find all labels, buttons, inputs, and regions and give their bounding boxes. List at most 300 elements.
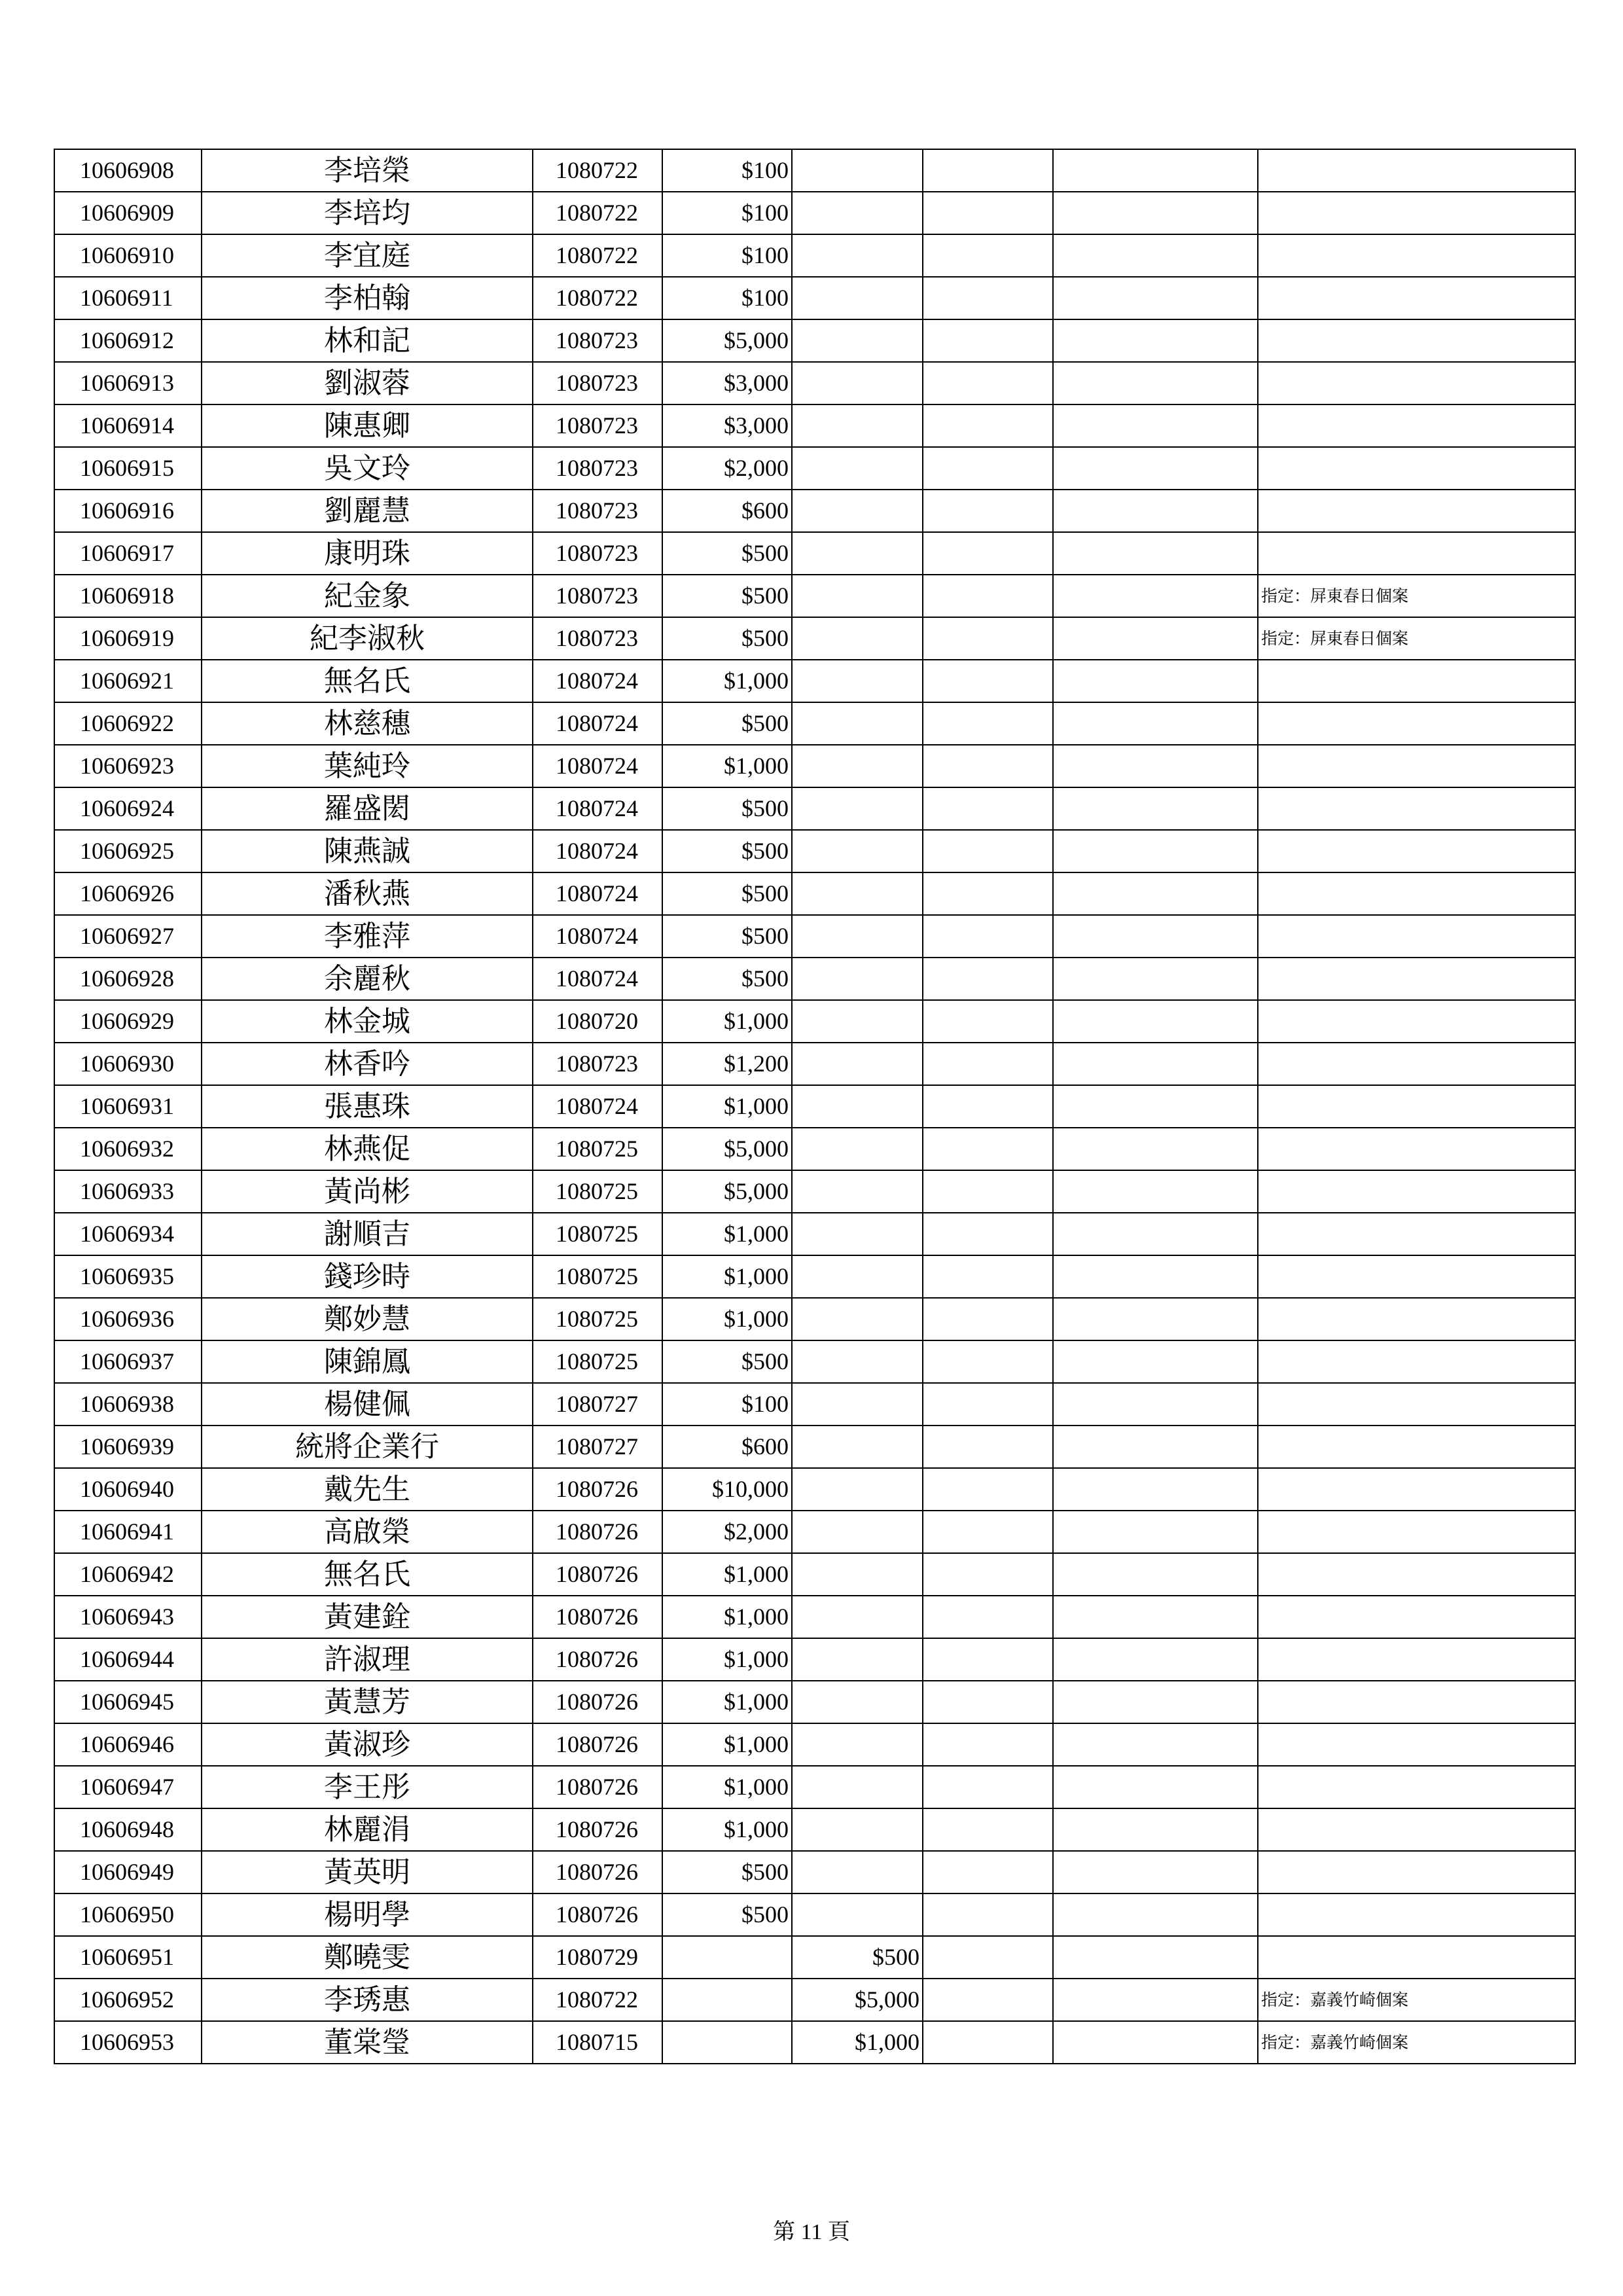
note-cell	[1258, 1170, 1575, 1213]
amount-cell	[662, 1979, 792, 2021]
table-row	[54, 702, 1575, 745]
amount-alt-cell	[792, 490, 923, 532]
amount-cell	[662, 1936, 792, 1979]
blank-cell	[1053, 1213, 1258, 1255]
donor-id-cell: 10606949	[54, 1851, 202, 1893]
amount-alt-cell	[792, 660, 923, 702]
donor-name-cell: 高啟榮	[202, 1511, 533, 1553]
table-row	[54, 1128, 1575, 1170]
blank-cell	[923, 149, 1053, 192]
blank-cell	[1053, 915, 1258, 958]
donor-id-cell: 10606917	[54, 532, 202, 575]
amount-alt-cell	[792, 787, 923, 830]
note-cell	[1258, 1511, 1575, 1553]
donor-name-cell: 林香吟	[202, 1043, 533, 1085]
donor-name-cell: 李培榮	[202, 149, 533, 192]
donor-id-cell: 10606941	[54, 1511, 202, 1553]
donor-name-cell: 潘秋燕	[202, 872, 533, 915]
donation-date-cell: 1080723	[533, 362, 662, 404]
donation-date-cell: 1080724	[533, 787, 662, 830]
donor-id-cell: 10606932	[54, 1128, 202, 1170]
amount-cell: $3,000	[662, 362, 792, 404]
donation-date-cell: 1080725	[533, 1298, 662, 1340]
donor-name-cell: 紀金象	[202, 575, 533, 617]
blank-cell	[1053, 447, 1258, 490]
table-row	[54, 1255, 1575, 1298]
blank-cell	[1053, 490, 1258, 532]
blank-cell	[923, 1553, 1053, 1596]
donation-date-cell: 1080726	[533, 1468, 662, 1511]
blank-cell	[1053, 234, 1258, 277]
amount-cell: $500	[662, 1340, 792, 1383]
amount-cell: $5,000	[662, 1128, 792, 1170]
note-cell	[1258, 1936, 1575, 1979]
amount-cell: $500	[662, 1893, 792, 1936]
donation-date-cell: 1080724	[533, 1085, 662, 1128]
table-row	[54, 958, 1575, 1000]
note-cell	[1258, 319, 1575, 362]
note-cell	[1258, 1128, 1575, 1170]
donor-id-cell: 10606943	[54, 1596, 202, 1638]
blank-cell	[1053, 1255, 1258, 1298]
blank-cell	[1053, 702, 1258, 745]
blank-cell	[1053, 1085, 1258, 1128]
note-cell	[1258, 745, 1575, 787]
blank-cell	[923, 1851, 1053, 1893]
blank-cell	[1053, 192, 1258, 234]
note-cell	[1258, 958, 1575, 1000]
donation-date-cell: 1080723	[533, 575, 662, 617]
note-cell	[1258, 1468, 1575, 1511]
amount-cell: $1,000	[662, 1808, 792, 1851]
blank-cell	[923, 192, 1053, 234]
blank-cell	[923, 787, 1053, 830]
donor-id-cell: 10606944	[54, 1638, 202, 1681]
amount-alt-cell	[792, 915, 923, 958]
donor-name-cell: 黃建銓	[202, 1596, 533, 1638]
donation-date-cell: 1080724	[533, 830, 662, 872]
blank-cell	[923, 1893, 1053, 1936]
donation-date-cell: 1080724	[533, 702, 662, 745]
donation-date-cell: 1080726	[533, 1851, 662, 1893]
blank-cell	[923, 915, 1053, 958]
amount-cell: $600	[662, 490, 792, 532]
donor-id-cell: 10606947	[54, 1766, 202, 1808]
amount-cell: $2,000	[662, 447, 792, 490]
blank-cell	[1053, 1298, 1258, 1340]
note-cell	[1258, 915, 1575, 958]
table-row	[54, 490, 1575, 532]
amount-alt-cell	[792, 1383, 923, 1426]
donation-date-cell: 1080726	[533, 1766, 662, 1808]
amount-cell: $1,000	[662, 1000, 792, 1043]
note-cell	[1258, 490, 1575, 532]
table-row	[54, 1383, 1575, 1426]
blank-cell	[1053, 872, 1258, 915]
blank-cell	[1053, 617, 1258, 660]
amount-alt-cell	[792, 1553, 923, 1596]
note-cell	[1258, 277, 1575, 319]
blank-cell	[1053, 2021, 1258, 2064]
blank-cell	[1053, 1979, 1258, 2021]
donor-name-cell: 黃淑珍	[202, 1723, 533, 1766]
blank-cell	[923, 830, 1053, 872]
note-cell: 指定：屏東春日個案	[1258, 575, 1575, 617]
amount-alt-cell	[792, 192, 923, 234]
blank-cell	[1053, 1426, 1258, 1468]
blank-cell	[923, 1979, 1053, 2021]
amount-alt-cell	[792, 1893, 923, 1936]
amount-alt-cell: $5,000	[792, 1979, 923, 2021]
donor-name-cell: 劉麗慧	[202, 490, 533, 532]
blank-cell	[923, 362, 1053, 404]
donation-ledger-table	[54, 149, 1576, 2064]
amount-cell: $1,000	[662, 1213, 792, 1255]
note-cell	[1258, 1851, 1575, 1893]
donor-name-cell: 陳惠卿	[202, 404, 533, 447]
table-row	[54, 1979, 1575, 2021]
donor-id-cell: 10606940	[54, 1468, 202, 1511]
amount-cell: $1,000	[662, 660, 792, 702]
table-row	[54, 1298, 1575, 1340]
blank-cell	[1053, 1808, 1258, 1851]
donor-id-cell: 10606933	[54, 1170, 202, 1213]
amount-alt-cell	[792, 1128, 923, 1170]
table-row	[54, 660, 1575, 702]
amount-alt-cell	[792, 1043, 923, 1085]
donation-date-cell: 1080725	[533, 1128, 662, 1170]
donor-name-cell: 錢珍時	[202, 1255, 533, 1298]
amount-alt-cell	[792, 1511, 923, 1553]
blank-cell	[1053, 1468, 1258, 1511]
amount-cell: $500	[662, 702, 792, 745]
blank-cell	[923, 872, 1053, 915]
blank-cell	[923, 575, 1053, 617]
donor-id-cell: 10606942	[54, 1553, 202, 1596]
blank-cell	[923, 1170, 1053, 1213]
amount-cell	[662, 2021, 792, 2064]
table-row	[54, 1213, 1575, 1255]
table-row	[54, 1000, 1575, 1043]
blank-cell	[923, 1936, 1053, 1979]
blank-cell	[1053, 745, 1258, 787]
amount-cell: $500	[662, 532, 792, 575]
table-row	[54, 787, 1575, 830]
amount-cell: $500	[662, 830, 792, 872]
note-cell	[1258, 1638, 1575, 1681]
donation-date-cell: 1080725	[533, 1170, 662, 1213]
donor-id-cell: 10606910	[54, 234, 202, 277]
blank-cell	[923, 745, 1053, 787]
table-row	[54, 362, 1575, 404]
donation-date-cell: 1080720	[533, 1000, 662, 1043]
donation-date-cell: 1080726	[533, 1893, 662, 1936]
donor-id-cell: 10606921	[54, 660, 202, 702]
donor-name-cell: 劉淑蓉	[202, 362, 533, 404]
blank-cell	[923, 660, 1053, 702]
amount-alt-cell	[792, 1808, 923, 1851]
amount-cell: $3,000	[662, 404, 792, 447]
note-cell	[1258, 872, 1575, 915]
amount-alt-cell	[792, 872, 923, 915]
donor-id-cell: 10606929	[54, 1000, 202, 1043]
donor-id-cell: 10606915	[54, 447, 202, 490]
amount-alt-cell	[792, 1000, 923, 1043]
note-cell	[1258, 1766, 1575, 1808]
blank-cell	[1053, 277, 1258, 319]
donor-name-cell: 楊健佩	[202, 1383, 533, 1426]
blank-cell	[923, 1681, 1053, 1723]
donor-id-cell: 10606931	[54, 1085, 202, 1128]
blank-cell	[1053, 1043, 1258, 1085]
donor-name-cell: 鄭曉雯	[202, 1936, 533, 1979]
donor-name-cell: 李柏翰	[202, 277, 533, 319]
donor-name-cell: 余麗秋	[202, 958, 533, 1000]
amount-cell: $500	[662, 787, 792, 830]
blank-cell	[923, 1213, 1053, 1255]
donation-date-cell: 1080724	[533, 660, 662, 702]
note-cell	[1258, 1596, 1575, 1638]
amount-cell: $500	[662, 958, 792, 1000]
donation-date-cell: 1080723	[533, 319, 662, 362]
blank-cell	[1053, 149, 1258, 192]
page-number: 第 11 頁	[773, 2220, 850, 2244]
table-row	[54, 1766, 1575, 1808]
amount-alt-cell	[792, 1255, 923, 1298]
amount-cell: $1,000	[662, 1766, 792, 1808]
donor-id-cell: 10606908	[54, 149, 202, 192]
note-cell: 指定：屏東春日個案	[1258, 617, 1575, 660]
donor-id-cell: 10606911	[54, 277, 202, 319]
table-row	[54, 234, 1575, 277]
blank-cell	[923, 1128, 1053, 1170]
note-cell	[1258, 1553, 1575, 1596]
amount-cell: $500	[662, 872, 792, 915]
blank-cell	[923, 1808, 1053, 1851]
table-row	[54, 447, 1575, 490]
blank-cell	[1053, 1723, 1258, 1766]
amount-cell: $600	[662, 1426, 792, 1468]
note-cell	[1258, 660, 1575, 702]
blank-cell	[923, 1723, 1053, 1766]
blank-cell	[923, 277, 1053, 319]
note-cell	[1258, 192, 1575, 234]
donation-date-cell: 1080722	[533, 149, 662, 192]
blank-cell	[923, 2021, 1053, 2064]
donor-name-cell: 李雅萍	[202, 915, 533, 958]
blank-cell	[1053, 1681, 1258, 1723]
amount-cell: $100	[662, 277, 792, 319]
amount-alt-cell	[792, 1851, 923, 1893]
table-row	[54, 1936, 1575, 1979]
donor-name-cell: 李王彤	[202, 1766, 533, 1808]
donor-name-cell: 林金城	[202, 1000, 533, 1043]
blank-cell	[923, 1298, 1053, 1340]
amount-alt-cell: $1,000	[792, 2021, 923, 2064]
donor-name-cell: 陳燕誠	[202, 830, 533, 872]
blank-cell	[923, 702, 1053, 745]
blank-cell	[923, 447, 1053, 490]
donor-name-cell: 黃慧芳	[202, 1681, 533, 1723]
donor-id-cell: 10606937	[54, 1340, 202, 1383]
blank-cell	[1053, 1511, 1258, 1553]
donor-name-cell: 林麗涓	[202, 1808, 533, 1851]
donation-date-cell: 1080722	[533, 277, 662, 319]
table-row	[54, 319, 1575, 362]
donor-name-cell: 吳文玲	[202, 447, 533, 490]
blank-cell	[923, 1085, 1053, 1128]
donor-id-cell: 10606946	[54, 1723, 202, 1766]
amount-alt-cell	[792, 575, 923, 617]
table-row	[54, 532, 1575, 575]
donor-id-cell: 10606924	[54, 787, 202, 830]
donor-id-cell: 10606938	[54, 1383, 202, 1426]
amount-alt-cell	[792, 1723, 923, 1766]
donation-date-cell: 1080725	[533, 1213, 662, 1255]
blank-cell	[923, 532, 1053, 575]
amount-alt-cell	[792, 617, 923, 660]
amount-alt-cell	[792, 1468, 923, 1511]
amount-alt-cell	[792, 1340, 923, 1383]
blank-cell	[923, 1511, 1053, 1553]
donor-id-cell: 10606935	[54, 1255, 202, 1298]
blank-cell	[1053, 660, 1258, 702]
amount-cell: $500	[662, 575, 792, 617]
donor-name-cell: 謝順吉	[202, 1213, 533, 1255]
donor-name-cell: 紀李淑秋	[202, 617, 533, 660]
donor-id-cell: 10606925	[54, 830, 202, 872]
donor-name-cell: 陳錦鳳	[202, 1340, 533, 1383]
blank-cell	[923, 617, 1053, 660]
blank-cell	[1053, 1596, 1258, 1638]
note-cell	[1258, 234, 1575, 277]
note-cell	[1258, 1000, 1575, 1043]
amount-cell: $1,000	[662, 1681, 792, 1723]
table-row	[54, 1893, 1575, 1936]
amount-cell: $100	[662, 1383, 792, 1426]
blank-cell	[923, 234, 1053, 277]
blank-cell	[1053, 1000, 1258, 1043]
amount-cell: $500	[662, 617, 792, 660]
amount-alt-cell	[792, 1170, 923, 1213]
table-row	[54, 1043, 1575, 1085]
donor-name-cell: 許淑理	[202, 1638, 533, 1681]
note-cell	[1258, 1808, 1575, 1851]
blank-cell	[1053, 830, 1258, 872]
amount-cell: $100	[662, 149, 792, 192]
table-row	[54, 872, 1575, 915]
blank-cell	[1053, 1893, 1258, 1936]
donor-id-cell: 10606926	[54, 872, 202, 915]
blank-cell	[1053, 787, 1258, 830]
table-row	[54, 1340, 1575, 1383]
note-cell	[1258, 1255, 1575, 1298]
note-cell	[1258, 1681, 1575, 1723]
blank-cell	[1053, 1766, 1258, 1808]
donor-id-cell: 10606914	[54, 404, 202, 447]
table-row	[54, 404, 1575, 447]
table-row	[54, 1808, 1575, 1851]
blank-cell	[923, 490, 1053, 532]
blank-cell	[923, 319, 1053, 362]
donor-name-cell: 羅盛閎	[202, 787, 533, 830]
table-row	[54, 149, 1575, 192]
amount-cell: $1,000	[662, 1085, 792, 1128]
donor-name-cell: 張惠珠	[202, 1085, 533, 1128]
note-cell	[1258, 702, 1575, 745]
table-row	[54, 1426, 1575, 1468]
blank-cell	[1053, 1170, 1258, 1213]
donor-id-cell: 10606953	[54, 2021, 202, 2064]
donation-date-cell: 1080725	[533, 1340, 662, 1383]
amount-alt-cell	[792, 532, 923, 575]
note-cell	[1258, 1723, 1575, 1766]
amount-cell: $1,000	[662, 1723, 792, 1766]
table-row	[54, 617, 1575, 660]
donation-date-cell: 1080723	[533, 490, 662, 532]
donor-name-cell: 楊明學	[202, 1893, 533, 1936]
donor-name-cell: 戴先生	[202, 1468, 533, 1511]
donation-date-cell: 1080715	[533, 2021, 662, 2064]
table-row	[54, 1596, 1575, 1638]
blank-cell	[1053, 532, 1258, 575]
amount-alt-cell	[792, 149, 923, 192]
amount-alt-cell	[792, 362, 923, 404]
amount-cell: $1,200	[662, 1043, 792, 1085]
donor-name-cell: 康明珠	[202, 532, 533, 575]
blank-cell	[1053, 1340, 1258, 1383]
amount-alt-cell	[792, 745, 923, 787]
donation-date-cell: 1080724	[533, 958, 662, 1000]
donor-id-cell: 10606936	[54, 1298, 202, 1340]
donation-date-cell: 1080724	[533, 745, 662, 787]
donation-date-cell: 1080726	[533, 1511, 662, 1553]
donation-date-cell: 1080723	[533, 1043, 662, 1085]
donor-id-cell: 10606948	[54, 1808, 202, 1851]
donor-name-cell: 統將企業行	[202, 1426, 533, 1468]
donation-date-cell: 1080723	[533, 404, 662, 447]
donor-id-cell: 10606923	[54, 745, 202, 787]
donor-id-cell: 10606951	[54, 1936, 202, 1979]
donation-date-cell: 1080724	[533, 915, 662, 958]
amount-alt-cell	[792, 1213, 923, 1255]
donor-name-cell: 李宜庭	[202, 234, 533, 277]
amount-alt-cell	[792, 1426, 923, 1468]
donor-name-cell: 林燕促	[202, 1128, 533, 1170]
note-cell	[1258, 404, 1575, 447]
amount-cell: $100	[662, 192, 792, 234]
blank-cell	[923, 1383, 1053, 1426]
note-cell	[1258, 830, 1575, 872]
table-row	[54, 1851, 1575, 1893]
blank-cell	[923, 1340, 1053, 1383]
blank-cell	[1053, 1638, 1258, 1681]
amount-cell: $1,000	[662, 1553, 792, 1596]
donation-date-cell: 1080724	[533, 872, 662, 915]
donation-date-cell: 1080726	[533, 1723, 662, 1766]
note-cell	[1258, 362, 1575, 404]
donation-date-cell: 1080726	[533, 1638, 662, 1681]
donation-date-cell: 1080729	[533, 1936, 662, 1979]
table-row	[54, 1170, 1575, 1213]
donor-id-cell: 10606919	[54, 617, 202, 660]
blank-cell	[923, 1766, 1053, 1808]
donor-id-cell: 10606930	[54, 1043, 202, 1085]
amount-cell: $1,000	[662, 1638, 792, 1681]
donation-date-cell: 1080727	[533, 1383, 662, 1426]
table-row	[54, 1468, 1575, 1511]
blank-cell	[1053, 1128, 1258, 1170]
